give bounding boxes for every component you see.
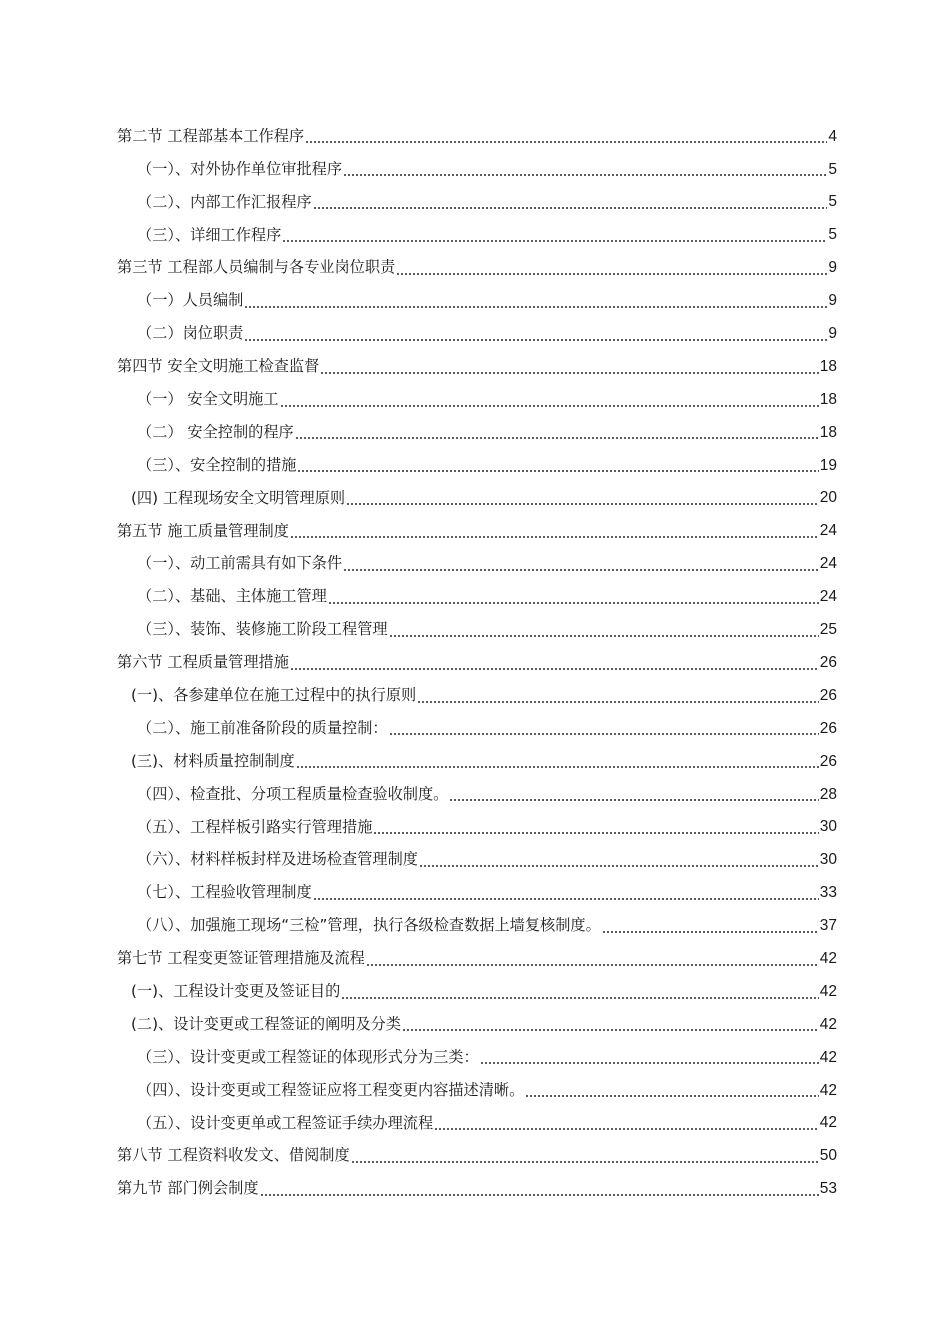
toc-entry[interactable] [0,186,837,219]
dot-leader [297,470,818,472]
toc-entry[interactable] [0,844,837,877]
dot-leader [417,701,819,703]
toc-entry-title: （三）、安全控制的措施 [137,455,297,474]
toc-entry-page-number: 24 [819,555,837,573]
toc-entry[interactable] [0,449,837,482]
dot-leader [244,339,827,341]
toc-entry[interactable] [0,153,837,186]
toc-entry-title: （三）、详细工作程序 [137,225,282,244]
dot-leader [389,733,819,735]
toc-entry-title: 第四节 安全文明施工检查监督 [117,357,320,376]
toc-entry-title: 第三节 工程部人员编制与各专业岗位职责 [117,258,396,277]
toc-entry-page-number: 5 [828,226,837,244]
toc-entry-page-number: 26 [819,752,837,770]
toc-entry[interactable] [0,712,837,745]
toc-entry[interactable] [0,252,837,285]
dot-leader [320,372,818,374]
toc-entry-page-number: 20 [819,489,837,507]
toc-entry[interactable] [0,548,837,581]
toc-entry-title: （二）、基础、主体施工管理 [137,587,327,606]
dot-leader [260,1194,819,1196]
toc-entry-title: （七）、工程验收管理制度 [137,883,312,902]
dot-leader [346,503,819,505]
toc-entry-title: （四）、设计变更或工程签证应将工程变更内容描述清晰。 [137,1080,525,1099]
toc-entry-page-number: 26 [819,686,837,704]
toc-entry[interactable] [0,613,837,646]
toc-entry-title: （一） 安全文明施工 [137,389,279,408]
toc-entry-page-number: 24 [819,588,837,606]
dot-leader [313,207,828,209]
dot-leader [290,668,819,670]
toc-entry-page-number: 42 [819,1114,837,1132]
dot-leader [402,1029,819,1031]
toc-entry-page-number: 42 [819,1015,837,1033]
toc-entry-page-number: 33 [819,884,837,902]
dot-leader [480,1062,819,1064]
toc-entry[interactable] [0,482,837,515]
dot-leader [396,273,827,275]
toc-entry-page-number: 42 [819,1081,837,1099]
toc-entry-page-number: 26 [819,653,837,671]
toc-entry-title: （一）人员编制 [137,291,244,310]
toc-entry-title: 第六节 工程质量管理措施 [117,653,289,672]
toc-entry-page-number: 24 [819,522,837,540]
dot-leader [280,405,819,407]
toc-entry[interactable] [0,876,837,909]
toc-entry[interactable] [0,646,837,679]
toc-entry[interactable] [0,745,837,778]
toc-entry[interactable] [0,1074,837,1107]
dot-leader [328,602,819,604]
toc-entry-page-number: 42 [819,949,837,967]
toc-entry[interactable] [0,1008,837,1041]
toc-entry-page-number: 25 [819,621,837,639]
dot-leader [389,635,819,637]
toc-entry[interactable] [0,580,837,613]
toc-entry-title: (二)、设计变更或工程签证的阐明及分类 [131,1014,402,1033]
toc-entry-title: （二）、内部工作汇报程序 [137,192,312,211]
toc-entry-title: （五）、工程样板引路实行管理措施 [137,817,373,836]
toc-entry-page-number: 5 [828,193,837,211]
toc-entry[interactable] [0,942,837,975]
dot-leader [343,174,827,176]
toc-entry-title: 第七节 工程变更签证管理措施及流程 [117,949,365,968]
toc-entry-title: (一)、工程设计变更及签证目的 [131,982,341,1000]
dot-leader [343,569,819,571]
toc-entry-page-number: 30 [819,851,837,869]
dot-leader [449,799,818,801]
toc-entry[interactable] [0,120,837,153]
dot-leader [313,898,819,900]
toc-entry-title: 第二节 工程部基本工作程序 [117,126,305,145]
toc-entry-title: （一）、对外协作单位审批程序 [137,159,343,178]
toc-entry[interactable] [0,284,837,317]
toc-entry-title: （一）、动工前需具有如下条件 [137,554,343,573]
toc-entry-page-number: 28 [819,785,837,803]
toc-entry[interactable] [0,416,837,449]
dot-leader [434,1128,819,1130]
toc-entry-title: （三）、装饰、装修施工阶段工程管理 [137,620,388,639]
dot-leader [282,240,827,242]
toc-entry-page-number: 37 [819,917,837,935]
toc-entry-page-number: 5 [828,160,837,178]
dot-leader [296,766,819,768]
toc-entry-page-number: 4 [828,127,837,145]
toc-entry-page-number: 9 [828,325,837,343]
toc-entry[interactable] [0,317,837,350]
toc-entry-title: （二）、施工前准备阶段的质量控制： [137,718,388,737]
toc-entry[interactable] [0,1041,837,1074]
toc-entry-title: （二）岗位职责 [137,324,244,343]
toc-entry-title: (四) 工程现场安全文明管理原则 [131,488,346,507]
toc-entry[interactable] [0,515,837,548]
toc-entry-page-number: 30 [819,818,837,836]
toc-entry-page-number: 50 [819,1147,837,1165]
toc-entry-title: （四）、检查批、分项工程质量检查验收制度。 [137,784,449,803]
toc-entry-title: （三）、设计变更或工程签证的体现形式分为三类： [137,1047,479,1066]
toc-entry-title: (三)、材料质量控制制度 [131,751,295,770]
dot-leader [351,1161,819,1163]
dot-leader [244,306,827,308]
toc-entry[interactable] [0,383,837,416]
toc-entry-page-number: 9 [828,292,837,310]
toc-entry[interactable] [0,1107,837,1140]
toc-entry[interactable] [0,219,837,252]
toc-entry[interactable] [0,909,837,942]
table-of-contents [0,120,950,1205]
toc-entry-page-number: 18 [819,357,837,375]
toc-entry-title: 第五节 施工质量管理制度 [117,521,289,540]
dot-leader [290,536,819,538]
toc-entry-title: 第八节 工程资料收发文、借阅制度 [117,1146,350,1165]
dot-leader [295,437,819,439]
toc-entry[interactable] [0,1173,837,1206]
toc-entry[interactable] [0,975,837,1008]
toc-entry-title: 第九节 部门例会制度 [117,1179,259,1198]
dot-leader [341,997,818,999]
dot-leader [305,141,827,143]
toc-entry-page-number: 9 [828,259,837,277]
toc-entry-page-number: 26 [819,719,837,737]
dot-leader [366,964,819,966]
dot-leader [419,865,819,867]
dot-leader [525,1095,818,1097]
toc-entry[interactable] [0,679,837,712]
toc-entry-page-number: 19 [819,456,837,474]
toc-entry-title: （八）、加强施工现场“三检”管理，执行各级检查数据上墙复核制度。 [137,916,601,935]
toc-entry[interactable] [0,350,837,383]
toc-entry-title: (一)、各参建单位在施工过程中的执行原则 [131,685,417,704]
toc-entry-page-number: 42 [819,1048,837,1066]
toc-entry[interactable] [0,1140,837,1173]
toc-entry-title: （五）、设计变更单或工程签证手续办理流程 [137,1113,434,1132]
toc-entry-page-number: 18 [819,390,837,408]
dot-leader [602,931,819,933]
dot-leader [373,832,818,834]
toc-entry[interactable] [0,811,837,844]
toc-entry-page-number: 42 [819,982,837,1000]
toc-entry-page-number: 53 [819,1180,837,1198]
toc-entry-title: （二） 安全控制的程序 [137,422,294,441]
toc-entry-title: （六）、材料样板封样及进场检查管理制度 [137,850,418,869]
toc-entry[interactable] [0,778,837,811]
toc-entry-page-number: 18 [819,423,837,441]
